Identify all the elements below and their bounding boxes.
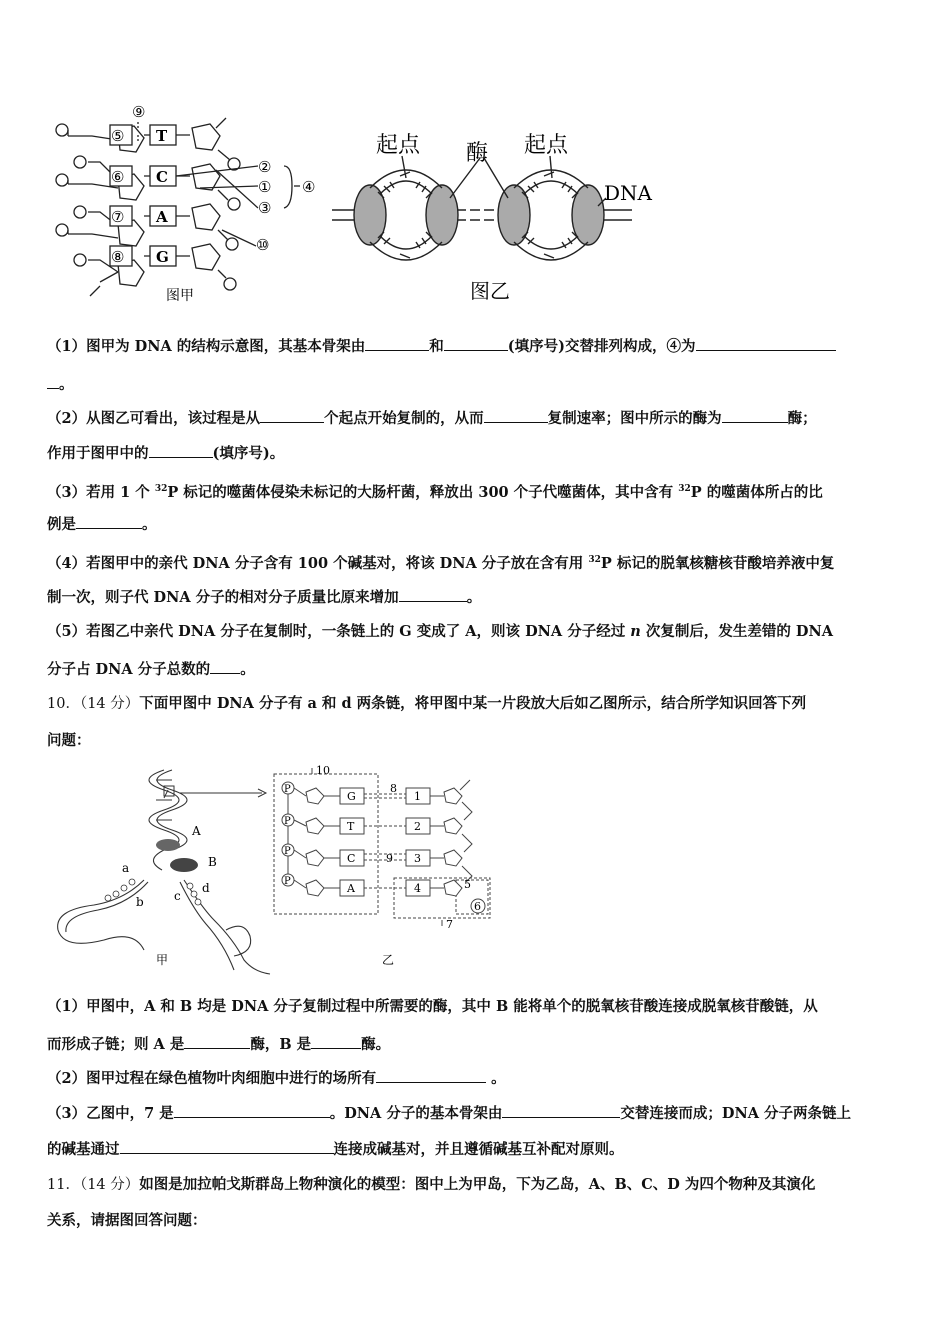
- base-c: C: [156, 168, 168, 186]
- q9-part1: （1）图甲为 DNA 的结构示意图，其基本骨架由 和 (填序号)交替排列构成，④为: [47, 336, 907, 357]
- node-8: ⑧: [111, 248, 125, 266]
- q10-part2: （2）图甲过程在绿色植物叶肉细胞中进行的场所有 。: [47, 1070, 506, 1087]
- dna-label: DNA: [604, 181, 652, 205]
- q10-fig-left-d: d: [202, 881, 210, 895]
- q9-part2: （2）从图乙可看出，该过程是从 个起点开始复制的，从而 复制速率；图中所示的酶为 酶；: [47, 410, 817, 427]
- q10-fig-right-4: 4: [414, 882, 421, 895]
- q10-fig-right-1: 1: [414, 790, 421, 803]
- q10-part1-cont: 而形成子链；则 A 是 酶，B 是 酶。: [47, 1036, 391, 1053]
- label-9: ⑨: [132, 103, 146, 121]
- q9-part2-cont: 作用于图甲中的 (填序号)。: [47, 445, 285, 462]
- q9-part5: （5）若图乙中亲代 DNA 分子在复制时，一条链上的 G 变成了 A，则该 DNA 分子经过 n 次复制后，发生差错的 DNA: [47, 623, 833, 640]
- label-3: ③: [258, 199, 272, 217]
- q10-fig-left-B: B: [208, 855, 217, 869]
- label-10: ⑩: [256, 236, 270, 254]
- label-2: ②: [258, 158, 272, 176]
- q10-fig-right-10: 10: [316, 764, 330, 777]
- q10-fig-right-9: 9: [386, 852, 393, 865]
- figure-b-caption: 图乙: [470, 279, 510, 303]
- q10-stem-cont: 问题：: [47, 732, 91, 749]
- q10-part3: （3）乙图中，7 是 。DNA 分子的基本骨架由 交替连接而成；DNA 分子两条链上: [47, 1105, 852, 1122]
- q11-stem-cont: 关系，请据图回答问题：: [47, 1212, 207, 1229]
- q9-part1-cont: 。: [47, 374, 907, 395]
- node-6: ⑥: [111, 168, 125, 186]
- q10-fig-right-p4: P: [284, 876, 291, 887]
- q10-fig-right-3: 3: [414, 852, 421, 865]
- base-g: G: [156, 248, 169, 266]
- q10-fig-left-c: c: [174, 889, 181, 903]
- figure-b-replication: [332, 118, 672, 308]
- q10-fig-right-p3: P: [284, 846, 291, 857]
- q9-part5-cont: 分子占 DNA 分子总数的 。: [47, 661, 255, 678]
- label-1: ①: [258, 178, 272, 196]
- node-7: ⑦: [111, 208, 125, 226]
- q10-fig-right-A: A: [347, 882, 355, 895]
- origin-right: 起点: [524, 133, 569, 158]
- node-5: ⑤: [111, 127, 125, 145]
- q9-part3-cont: 例是 。: [47, 516, 157, 533]
- q10-fig-right-5: 5: [464, 878, 471, 891]
- figure-a-dna-structure: [40, 100, 330, 310]
- q10-fig-right-p2: P: [284, 816, 291, 827]
- q10-fig-right-7: 7: [446, 918, 453, 931]
- enzyme-label: 酶: [466, 141, 489, 166]
- q10-fig-left-A: A: [192, 824, 201, 838]
- q10-fig-right-G: G: [347, 790, 356, 803]
- figure-a-caption: 图甲: [166, 288, 194, 304]
- q10-fig-right-6: 6: [474, 900, 481, 913]
- q10-fig-right-C: C: [347, 852, 356, 865]
- base-t: T: [156, 127, 168, 145]
- q10-part1: （1）甲图中，A 和 B 均是 DNA 分子复制过程中所需要的酶，其中 B 能将单个的脱氧核苷酸连接成脱氧核苷酸链，从: [47, 998, 818, 1015]
- q11-stem: 11．（14 分）如图是加拉帕戈斯群岛上物种演化的模型：图中上为甲岛，下为乙岛，A、B、C、D 为四个物种及其演化: [47, 1176, 816, 1193]
- base-a: A: [156, 208, 168, 226]
- q10-part3-cont: 的碱基通过 连接成碱基对，并且遵循碱基互补配对原则。: [47, 1141, 624, 1158]
- q9-part4: （4）若图甲中的亲代 DNA 分子含有 100 个碱基对，将该 DNA 分子放在含有用 $^{32}$P 标记的脱氧核糖核苷酸培养液中复: [47, 555, 835, 572]
- q10-fig-right-T: T: [347, 820, 355, 833]
- q10-fig-left-a: a: [122, 861, 130, 875]
- q10-figure-right: [272, 764, 500, 972]
- q10-fig-right-caption: 乙: [382, 953, 395, 967]
- q10-stem: 10．（14 分）下面甲图中 DNA 分子有 a 和 d 两条链，将甲图中某一片段放大后如乙图所示，结合所学知识回答下列: [47, 695, 807, 712]
- q10-zoom-arrow: [180, 786, 270, 800]
- label-4: ④: [302, 178, 316, 196]
- q10-fig-right-p1: P: [284, 784, 291, 795]
- q9-part4-cont: 制一次，则子代 DNA 分子的相对分子质量比原来增加 。: [47, 589, 482, 606]
- origin-left: 起点: [376, 133, 421, 158]
- q10-fig-left-caption: 甲: [156, 953, 169, 967]
- q10-fig-left-b: b: [136, 895, 144, 909]
- q10-fig-right-8: 8: [390, 782, 397, 795]
- q10-fig-right-2: 2: [414, 820, 421, 833]
- q9-part3: （3）若用 1 个 $^{32}$P 标记的噬菌体侵染未标记的大肠杆菌，释放出 300 个子代噬菌体，其中含有 $^{32}$P 的噬菌体所占的比: [47, 484, 823, 501]
